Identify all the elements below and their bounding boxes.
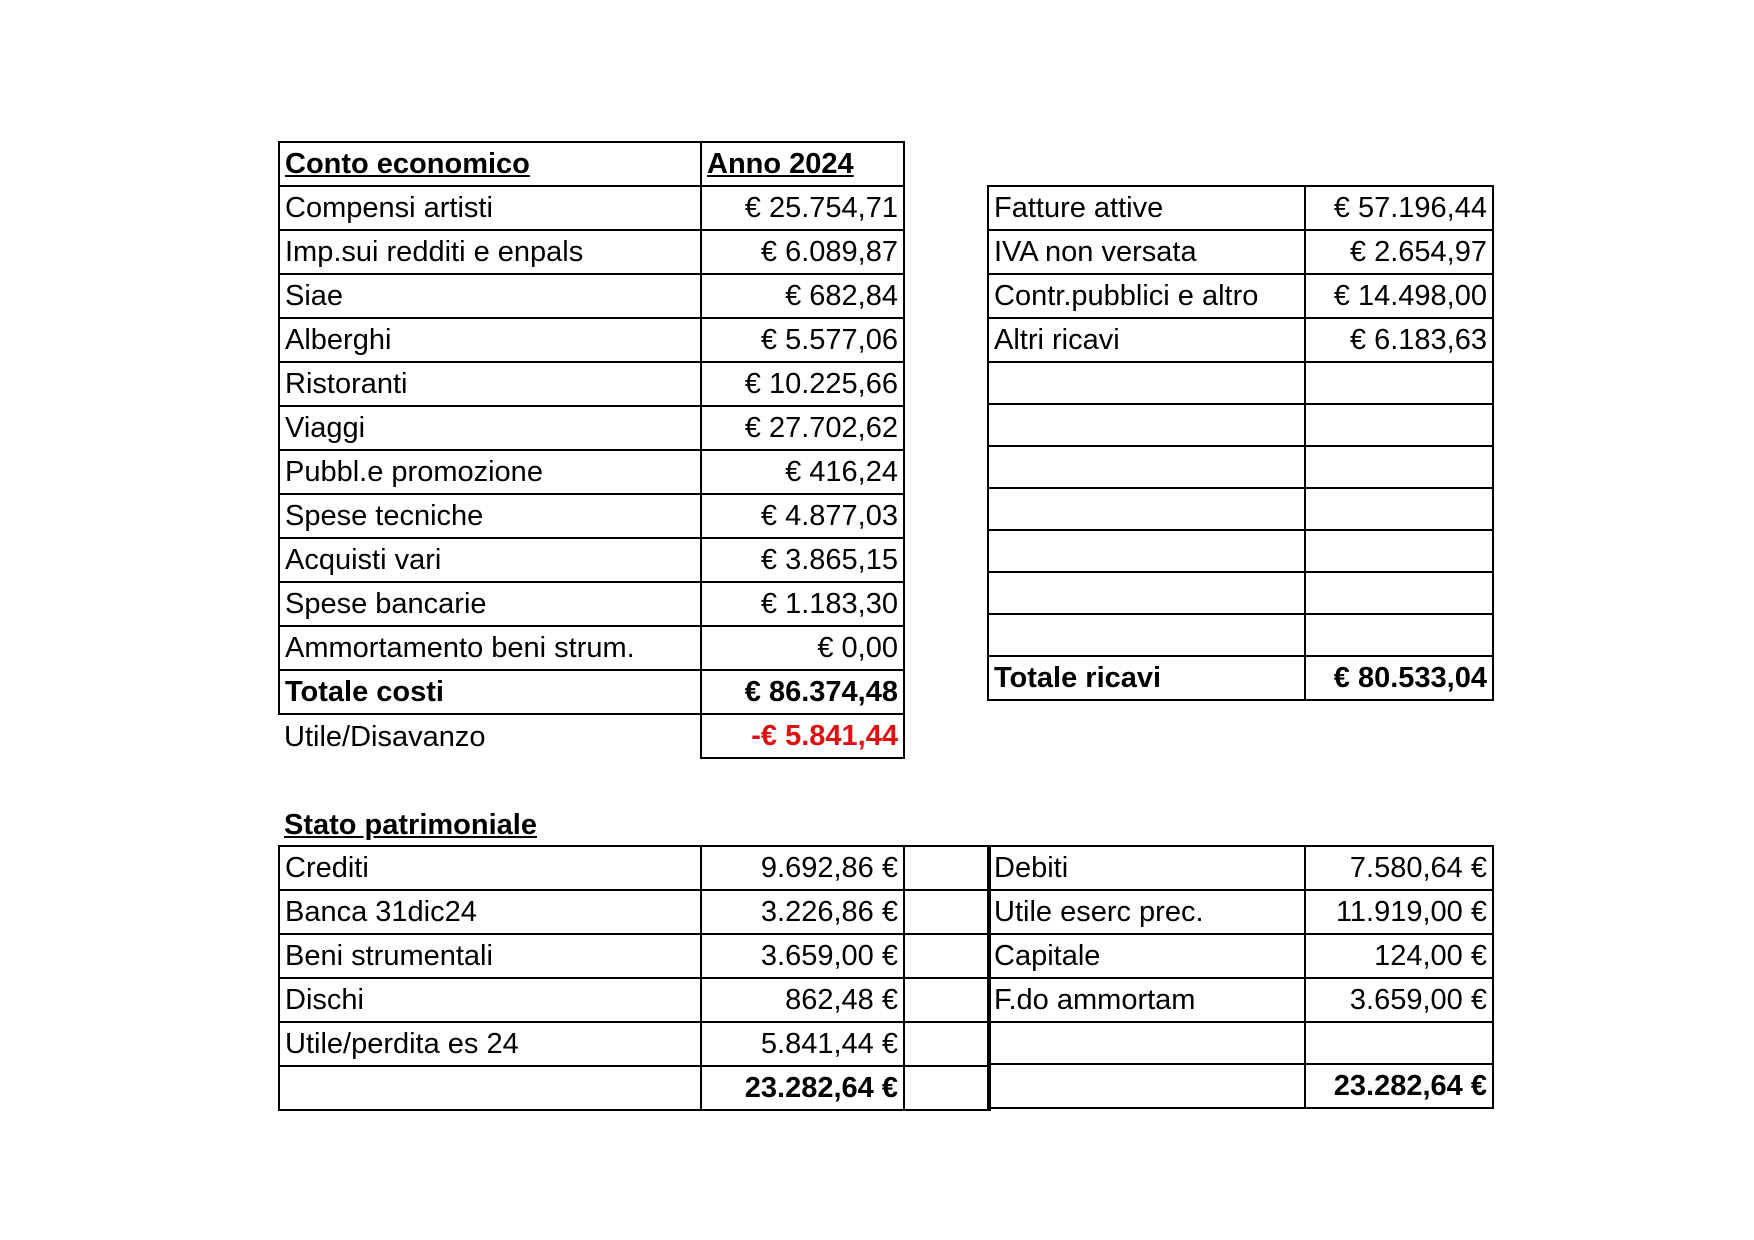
cost-value: € 682,84	[701, 274, 904, 318]
revenue-value: € 57.196,44	[1305, 186, 1493, 230]
costi-table	[278, 141, 905, 759]
revenue-label	[988, 530, 1305, 572]
table-row	[988, 934, 1493, 978]
total-assets-row	[279, 1066, 990, 1110]
table-row	[988, 274, 1493, 318]
total-costs-label: Totale costi	[279, 670, 701, 714]
cost-label: Siae	[279, 274, 701, 318]
asset-label: Utile/perdita es 24	[279, 1022, 701, 1066]
revenue-label	[988, 572, 1305, 614]
passivo-table-body	[988, 846, 1493, 1108]
liability-value: 11.919,00 €	[1305, 890, 1493, 934]
result-value: -€ 5.841,44	[701, 714, 904, 758]
liability-label: Capitale	[988, 934, 1305, 978]
revenue-label: IVA non versata	[988, 230, 1305, 274]
revenue-value	[1305, 404, 1493, 446]
total-liabilities-value: 23.282,64 €	[1305, 1064, 1493, 1108]
table-row	[279, 186, 904, 230]
spacer-cell	[904, 846, 990, 890]
table-row	[279, 318, 904, 362]
revenue-value: € 6.183,63	[1305, 318, 1493, 362]
table-row	[279, 362, 904, 406]
table-header-row	[279, 142, 904, 186]
conto-economico-heading: Conto economico	[279, 142, 701, 186]
cost-value: € 0,00	[701, 626, 904, 670]
cost-label: Ammortamento beni strum.	[279, 626, 701, 670]
liability-label: F.do ammortam	[988, 978, 1305, 1022]
total-costs-row	[279, 670, 904, 714]
liability-label: Debiti	[988, 846, 1305, 890]
table-row	[279, 934, 990, 978]
table-row	[279, 626, 904, 670]
total-revenue-row	[988, 656, 1493, 700]
cost-value: € 3.865,15	[701, 538, 904, 582]
table-row	[279, 890, 990, 934]
table-row	[988, 978, 1493, 1022]
costi-table-body	[279, 142, 904, 758]
table-row	[988, 572, 1493, 614]
spacer-cell	[904, 1066, 990, 1110]
revenue-label	[988, 614, 1305, 656]
revenue-label	[988, 446, 1305, 488]
total-revenue-label: Totale ricavi	[988, 656, 1305, 700]
table-row	[988, 318, 1493, 362]
cost-label: Compensi artisti	[279, 186, 701, 230]
cost-value: € 10.225,66	[701, 362, 904, 406]
cost-label: Spese bancarie	[279, 582, 701, 626]
table-row	[279, 450, 904, 494]
table-row	[988, 846, 1493, 890]
spacer-cell	[904, 934, 990, 978]
liability-label: Utile eserc prec.	[988, 890, 1305, 934]
ricavi-table-body	[988, 186, 1493, 700]
cost-value: € 27.702,62	[701, 406, 904, 450]
ricavi-table	[987, 185, 1494, 701]
table-row	[279, 494, 904, 538]
table-row	[988, 362, 1493, 404]
spacer-cell	[904, 890, 990, 934]
cost-label: Ristoranti	[279, 362, 701, 406]
revenue-label: Altri ricavi	[988, 318, 1305, 362]
cost-label: Pubbl.e promozione	[279, 450, 701, 494]
cost-label: Acquisti vari	[279, 538, 701, 582]
liability-value: 124,00 €	[1305, 934, 1493, 978]
table-row	[279, 846, 990, 890]
empty-cell	[279, 1066, 701, 1110]
result-row	[279, 714, 904, 758]
asset-value: 9.692,86 €	[701, 846, 904, 890]
cost-label: Viaggi	[279, 406, 701, 450]
year-heading: Anno 2024	[701, 142, 904, 186]
revenue-label	[988, 488, 1305, 530]
asset-label: Banca 31dic24	[279, 890, 701, 934]
attivo-table	[278, 845, 991, 1111]
asset-value: 3.659,00 €	[701, 934, 904, 978]
table-row	[279, 406, 904, 450]
total-costs-value: € 86.374,48	[701, 670, 904, 714]
table-row	[279, 1022, 990, 1066]
table-row	[988, 1022, 1493, 1064]
liability-value	[1305, 1022, 1493, 1064]
liability-label	[988, 1022, 1305, 1064]
table-row	[988, 230, 1493, 274]
empty-cell	[988, 1064, 1305, 1108]
attivo-table-body	[279, 846, 990, 1110]
cost-value: € 25.754,71	[701, 186, 904, 230]
cost-value: € 1.183,30	[701, 582, 904, 626]
total-liabilities-row	[988, 1064, 1493, 1108]
asset-value: 862,48 €	[701, 978, 904, 1022]
stato-patrimoniale-title: Stato patrimoniale	[284, 809, 537, 841]
spacer-cell	[904, 1022, 990, 1066]
asset-label: Beni strumentali	[279, 934, 701, 978]
asset-label: Crediti	[279, 846, 701, 890]
asset-value: 3.226,86 €	[701, 890, 904, 934]
cost-value: € 6.089,87	[701, 230, 904, 274]
table-row	[279, 978, 990, 1022]
revenue-value	[1305, 614, 1493, 656]
result-label: Utile/Disavanzo	[284, 720, 486, 753]
revenue-label: Fatture attive	[988, 186, 1305, 230]
table-row	[279, 582, 904, 626]
revenue-value: € 14.498,00	[1305, 274, 1493, 318]
revenue-label	[988, 404, 1305, 446]
table-row	[988, 488, 1493, 530]
table-row	[988, 404, 1493, 446]
revenue-value: € 2.654,97	[1305, 230, 1493, 274]
revenue-label: Contr.pubblici e altro	[988, 274, 1305, 318]
table-row	[988, 446, 1493, 488]
cost-label: Spese tecniche	[279, 494, 701, 538]
table-row	[279, 230, 904, 274]
table-row	[988, 186, 1493, 230]
cost-value: € 5.577,06	[701, 318, 904, 362]
asset-value: 5.841,44 €	[701, 1022, 904, 1066]
revenue-value	[1305, 572, 1493, 614]
liability-value: 3.659,00 €	[1305, 978, 1493, 1022]
cost-value: € 4.877,03	[701, 494, 904, 538]
revenue-value	[1305, 362, 1493, 404]
spacer-cell	[904, 978, 990, 1022]
table-row	[988, 530, 1493, 572]
revenue-value	[1305, 530, 1493, 572]
asset-label: Dischi	[279, 978, 701, 1022]
table-row	[988, 614, 1493, 656]
table-row	[279, 274, 904, 318]
liability-value: 7.580,64 €	[1305, 846, 1493, 890]
revenue-value	[1305, 488, 1493, 530]
passivo-table	[987, 845, 1494, 1109]
table-row	[988, 890, 1493, 934]
cost-label: Alberghi	[279, 318, 701, 362]
cost-value: € 416,24	[701, 450, 904, 494]
table-row	[279, 538, 904, 582]
total-assets-value: 23.282,64 €	[701, 1066, 904, 1110]
total-revenue-value: € 80.533,04	[1305, 656, 1493, 700]
cost-label: Imp.sui redditi e enpals	[279, 230, 701, 274]
revenue-value	[1305, 446, 1493, 488]
revenue-label	[988, 362, 1305, 404]
